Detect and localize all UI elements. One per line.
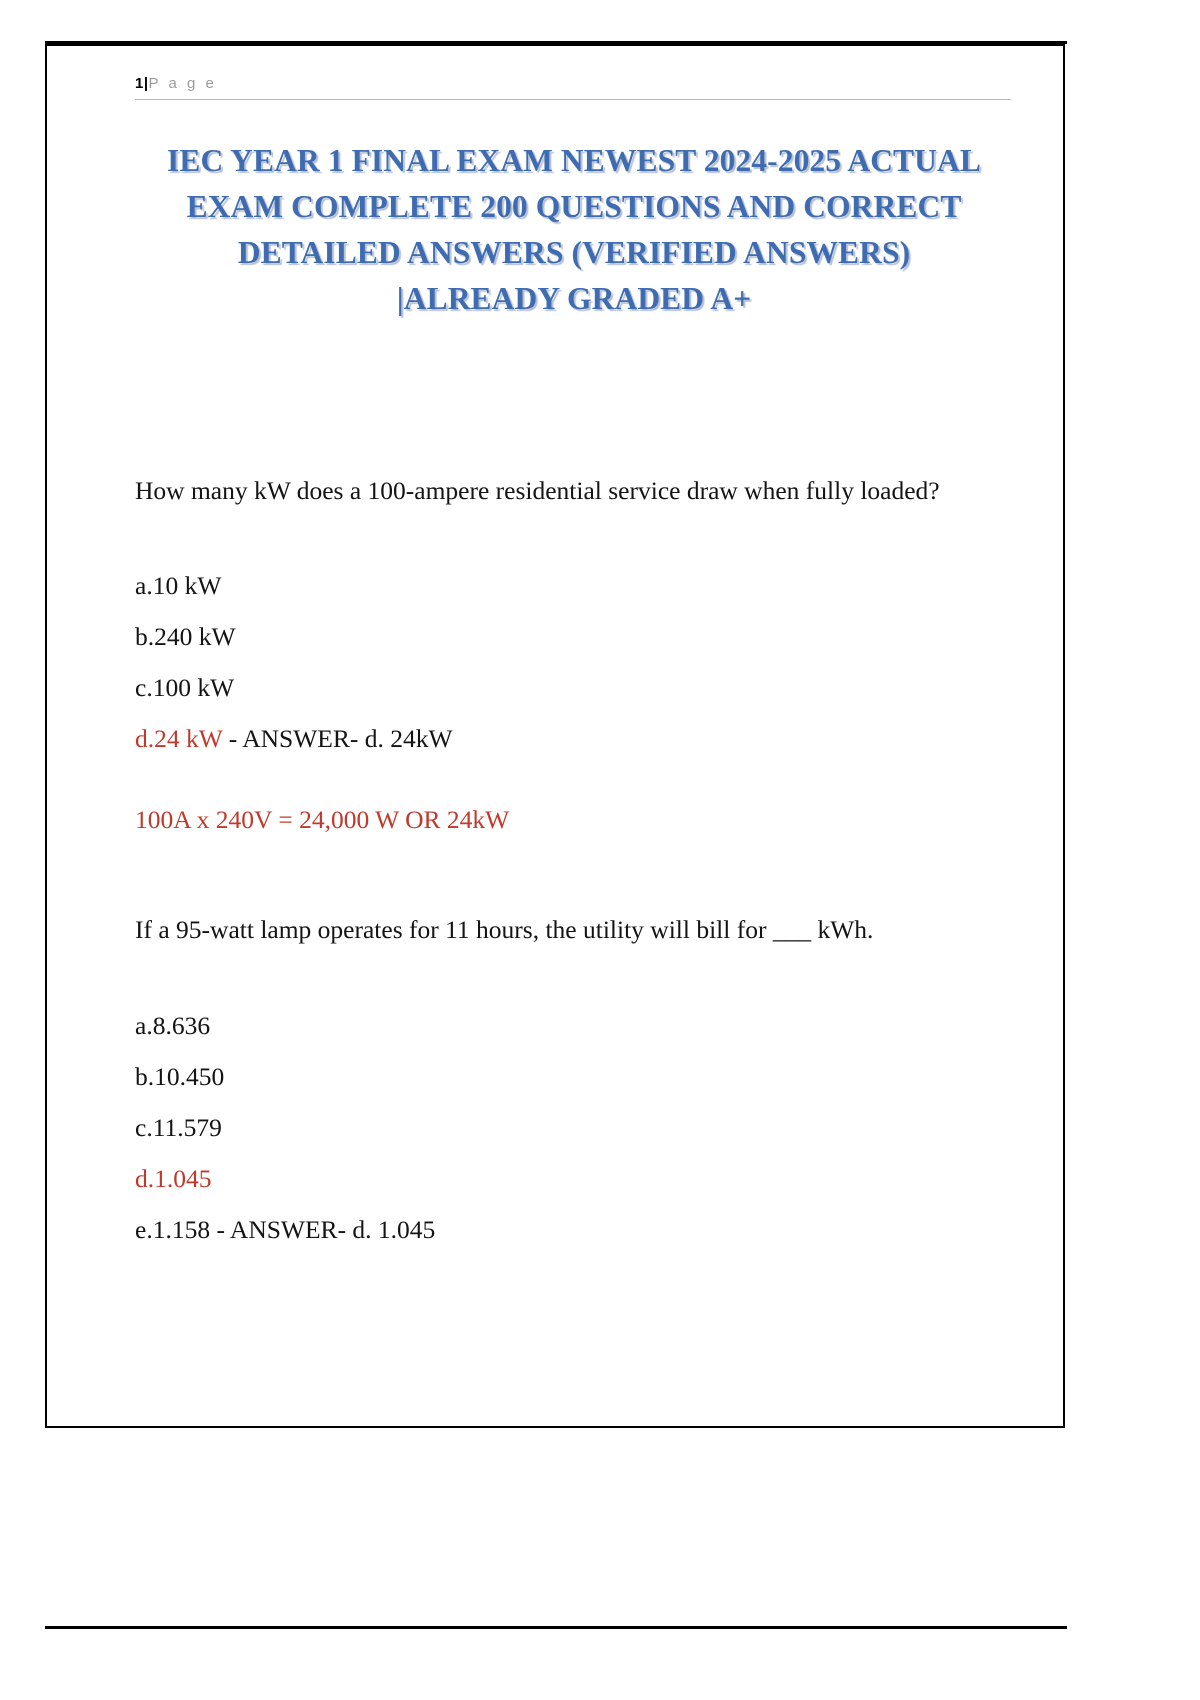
question-1-prompt: How many kW does a 100-ampere residential service draw when fully loaded? bbox=[135, 475, 940, 505]
question-2-option-b: b.10.450 bbox=[135, 1061, 225, 1091]
title-line-2: EXAM COMPLETE 200 QUESTIONS AND CORRECT bbox=[186, 188, 962, 224]
spacer bbox=[135, 948, 1015, 1000]
spacer bbox=[135, 890, 1015, 912]
title-line-3: DETAILED ANSWERS (VERIFIED ANSWERS) bbox=[237, 235, 911, 271]
page-number-separator: | bbox=[143, 75, 149, 92]
question-1-option-c: c.100 kW bbox=[135, 673, 235, 703]
question-2-option-e-answer: e.1.158 - ANSWER- d. 1.045 bbox=[135, 1214, 436, 1244]
page-word: P a g e bbox=[148, 75, 217, 92]
question-1-option-a: a.10 kW bbox=[135, 571, 222, 601]
page-content bbox=[135, 68, 1015, 1255]
header-divider bbox=[135, 99, 1011, 100]
spacer bbox=[135, 508, 1015, 560]
question-1-option-b: b.240 kW bbox=[135, 622, 236, 652]
question-1-option-d-answer bbox=[135, 713, 1015, 764]
spacer bbox=[135, 838, 1015, 890]
question-2-option-c: c.11.579 bbox=[135, 1112, 222, 1142]
page-number: 1 bbox=[135, 75, 144, 92]
title-line-4: |ALREADY GRADED A+ bbox=[396, 281, 752, 317]
question-2-prompt: If a 95-watt lamp operates for 11 hours, the utility will bill for ___ kWh. bbox=[135, 915, 874, 945]
question-2-option-d: d.1.045 bbox=[135, 1163, 212, 1193]
document-body bbox=[135, 473, 1015, 1255]
page-number-label bbox=[135, 76, 1015, 93]
question-1-answer-verified: - ANSWER- d. 24kW bbox=[222, 724, 453, 754]
document-page-frame bbox=[45, 44, 1065, 1428]
question-1-answer-choice: d.24 kW bbox=[135, 724, 223, 754]
spacer bbox=[135, 764, 1015, 802]
question-2-option-a: a.8.636 bbox=[135, 1010, 211, 1040]
document-title bbox=[135, 138, 1013, 323]
title-line-1: IEC YEAR 1 FINAL EXAM NEWEST 2024-2025 ACTUAL bbox=[167, 142, 981, 178]
bottom-double-rule bbox=[45, 1626, 1067, 1629]
question-1-explanation: 100A x 240V = 24,000 W OR 24kW bbox=[135, 805, 510, 835]
document-header bbox=[135, 68, 1015, 100]
